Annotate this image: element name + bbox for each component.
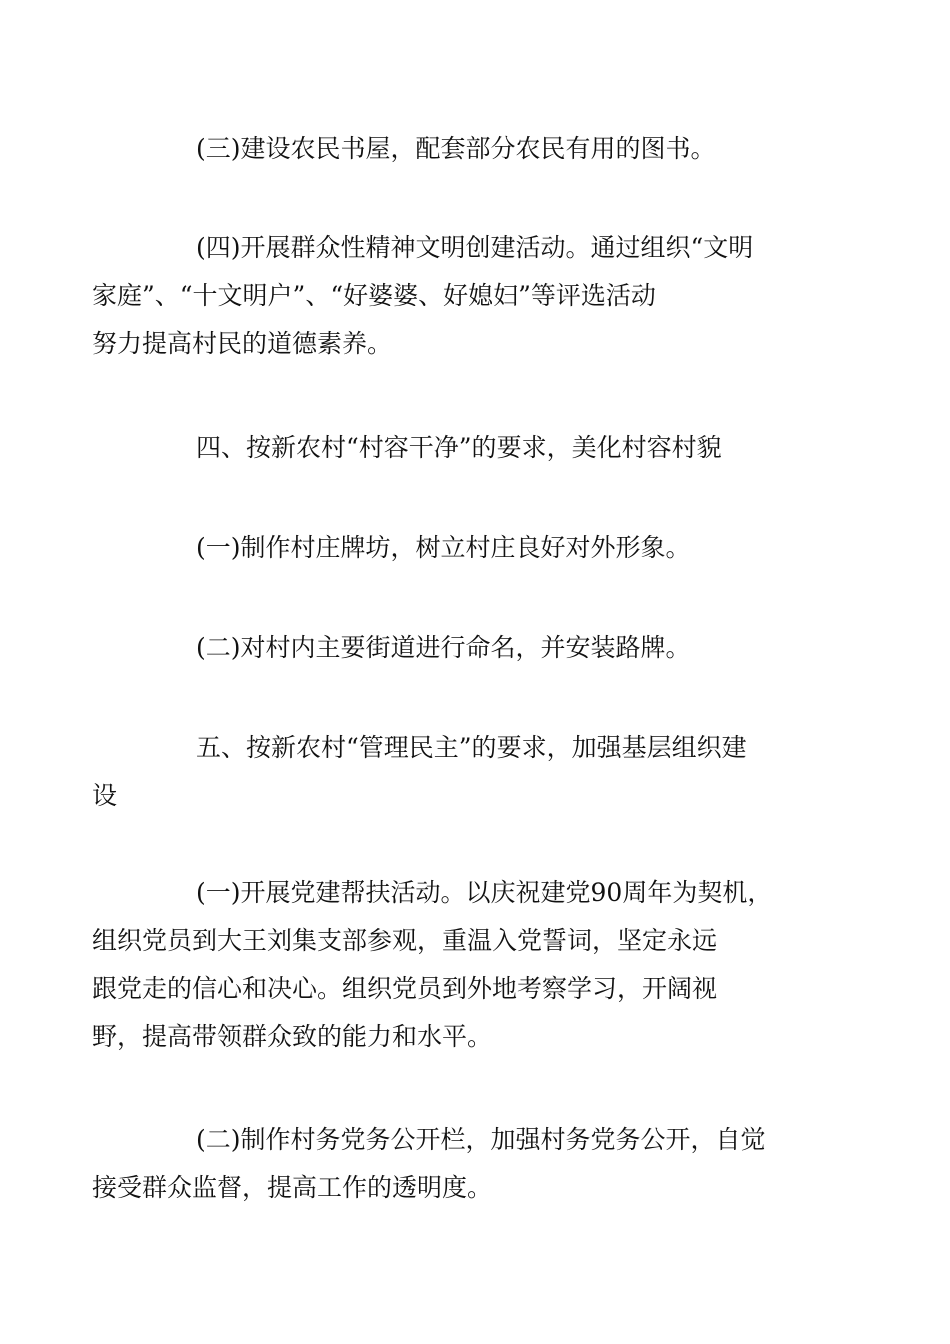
text-line: (一)制作村庄牌坊，树立村庄良好对外形象。 [196, 533, 691, 562]
text-line: 野，提高带领群众致的能力和水平。 [92, 1022, 493, 1051]
paragraph-village-archway [144, 524, 810, 572]
heading-village-clean [144, 424, 810, 472]
text-line: (二)制作村务党务公开栏，加强村务党务公开，自觉 [196, 1125, 766, 1154]
text-line: 组织党员到大王刘集支部参观，重温入党誓词，坚定永远 [92, 926, 718, 955]
text-line: 四、按新农村“村容干净”的要求，美化村容村貌 [196, 433, 722, 462]
paragraph-party-building [92, 869, 810, 1061]
text-line: (三)建设农民书屋，配套部分农民有用的图书。 [196, 134, 716, 163]
paragraph-public-board [92, 1116, 810, 1212]
text-line: 接受群众监督，提高工作的透明度。 [92, 1173, 493, 1202]
heading-democratic-management [92, 724, 810, 820]
text-line: 设 [92, 781, 118, 810]
text-line: 跟党走的信心和决心。组织党员到外地考察学习，开阔视 [92, 974, 718, 1003]
text-line: 努力提高村民的道德素养。 [92, 329, 393, 358]
paragraph-farmer-library [144, 125, 810, 173]
text-line: (四)开展群众性精神文明创建活动。通过组织“文明 [196, 233, 754, 262]
paragraph-civilization-activities [92, 224, 810, 368]
text-line: 家庭”、“十文明户”、“好婆婆、好媳妇”等评选活动 [92, 281, 656, 310]
text-line: (一)开展党建帮扶活动。以庆祝建党90周年为契机， [196, 878, 773, 907]
text-line: 五、按新农村“管理民主”的要求，加强基层组织建 [196, 733, 747, 762]
text-line: (二)对村内主要街道进行命名，并安装路牌。 [196, 633, 691, 662]
paragraph-street-naming [144, 624, 810, 672]
